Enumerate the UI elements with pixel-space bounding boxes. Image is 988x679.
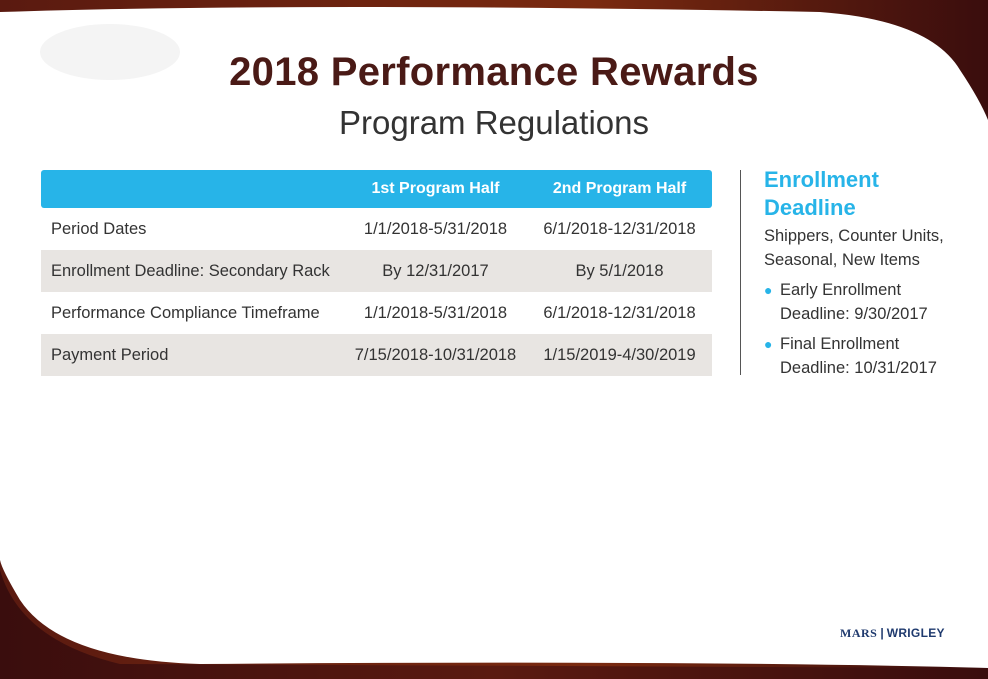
table-row [41,334,712,376]
row-first-half: 1/1/2018-5/31/2018 [363,219,508,238]
row-label: Period Dates [51,219,147,238]
row-label: Performance Compliance Timeframe [51,303,320,322]
panel-heading [764,166,979,222]
panel-description [764,224,979,272]
panel-heading-line: Enrollment [764,167,879,192]
deadline-list [764,278,979,380]
mars-wrigley-logo [840,626,945,641]
panel-heading-line: Deadline [764,195,856,220]
list-item-line: Final Enrollment [780,335,900,353]
page-title: 2018 Performance Rewards [229,50,759,94]
row-first-half: 7/15/2018-10/31/2018 [344,334,527,376]
sidebar-divider [740,170,741,375]
bullet-dot-icon: ● [764,282,773,298]
table-row [41,208,712,250]
bullet-dot-icon: ● [764,336,773,352]
table-header-row [41,170,712,208]
logo-separator: | [880,626,884,640]
list-item [764,278,979,326]
list-item-line: Early Enrollment [780,281,902,299]
logo-wrigley-text: WRIGLEY [886,626,945,640]
row-label: Payment Period [41,334,344,376]
panel-description-line: Seasonal, New Items [764,251,920,269]
list-item-line: Deadline: 9/30/2017 [780,305,928,323]
page-subtitle: Program Regulations [339,104,649,141]
row-first-half: By 12/31/2017 [344,250,527,292]
header-cell-second-half: 2nd Program Half [527,170,712,208]
enrollment-deadline-panel [764,166,979,386]
list-item-line: Deadline: 10/31/2017 [780,359,937,377]
row-second-half: 6/1/2018-12/31/2018 [543,219,696,238]
list-item [764,332,979,380]
table-row [41,292,712,334]
panel-description-line: Shippers, Counter Units, [764,227,944,245]
header-cell-label [41,170,344,208]
row-first-half: 1/1/2018-5/31/2018 [363,303,508,322]
row-second-half: By 5/1/2018 [527,250,712,292]
regulations-table [41,170,712,376]
table-row [41,250,712,292]
row-second-half: 1/15/2019-4/30/2019 [527,334,712,376]
logo-mars-text: MARS [840,626,878,640]
row-second-half: 6/1/2018-12/31/2018 [543,303,696,322]
row-label: Enrollment Deadline: Secondary Rack [41,250,344,292]
header-cell-first-half: 1st Program Half [344,170,527,208]
